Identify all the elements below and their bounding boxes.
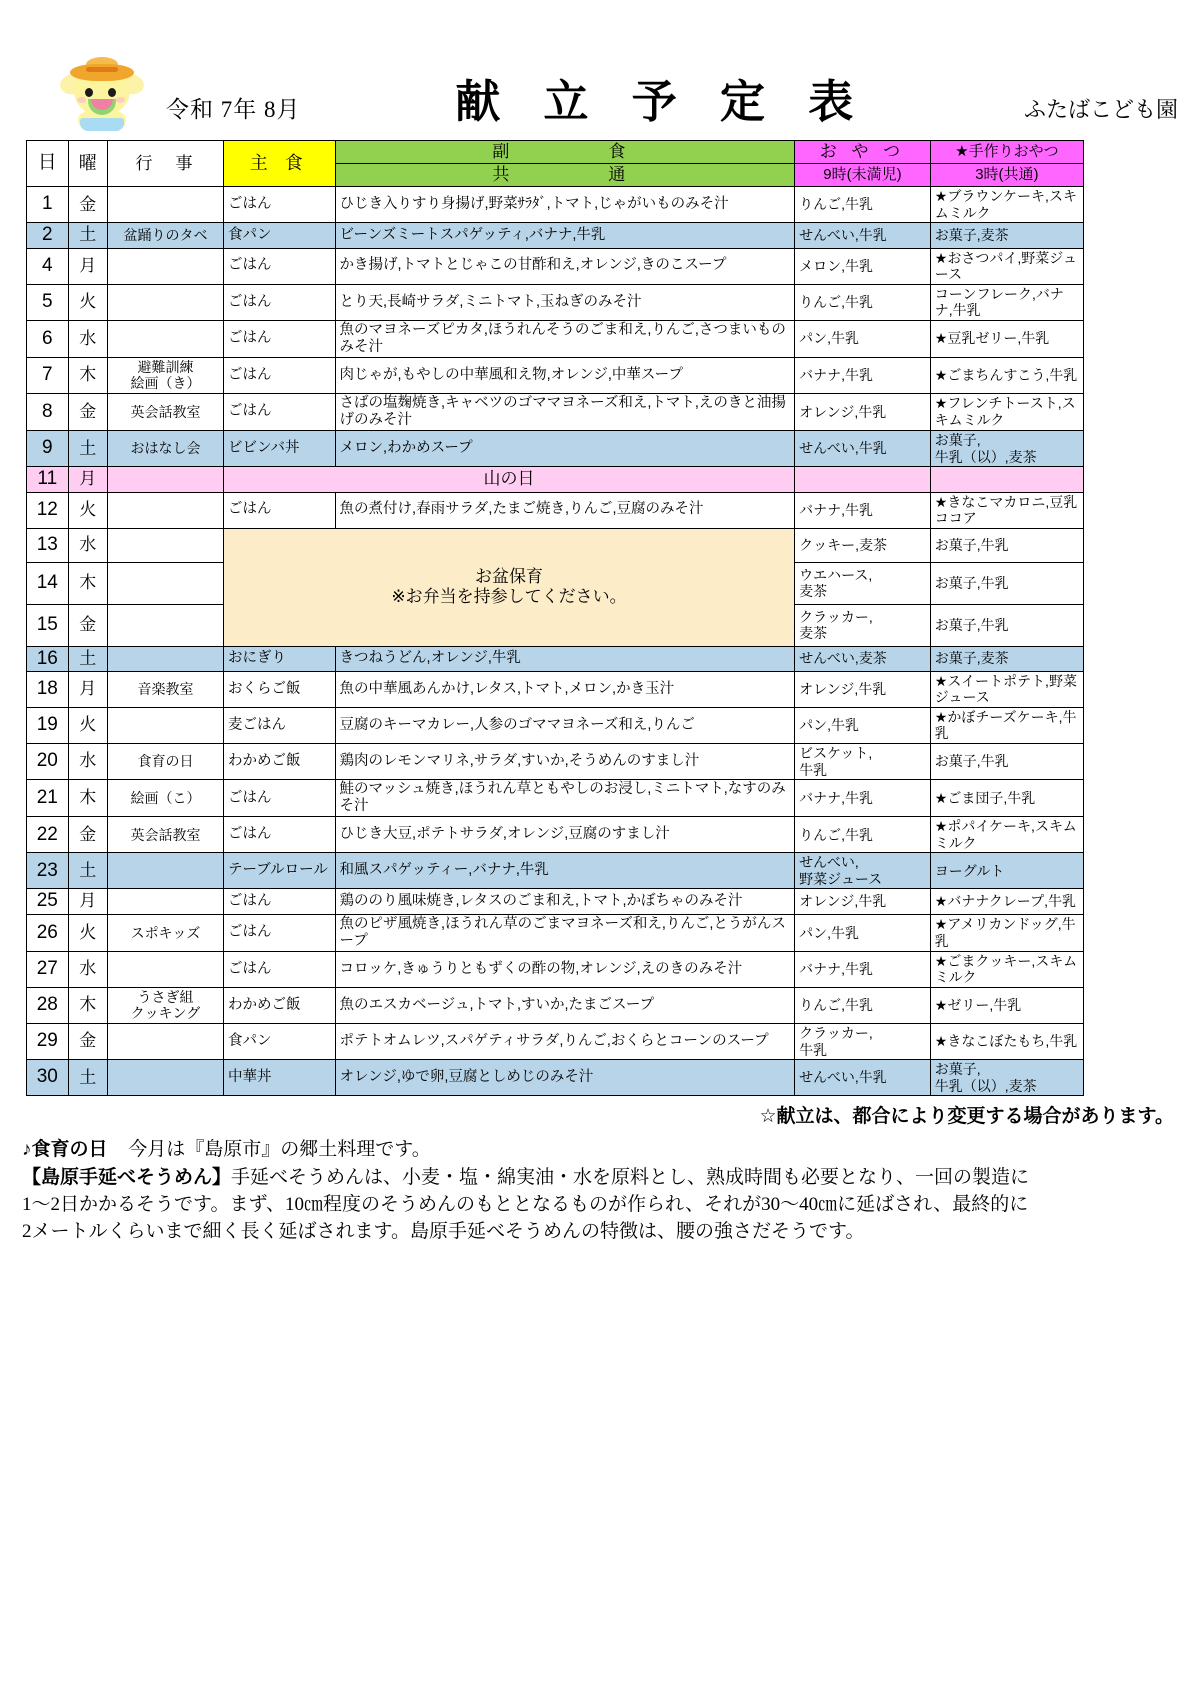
footer-line-4: 2メートルくらいまで細く長く延ばされます。島原手延べそうめんの特徴は、腰の強さだそうです。 [22,1220,865,1242]
cell-snack-9: りんご,牛乳 [795,817,931,853]
mascot-hat-band [86,67,118,72]
cell-event: 盆踊りのタベ [107,223,223,248]
cell-snack-9: パン,牛乳 [795,914,931,951]
cell-day: 13 [27,528,69,562]
header-side-dish: 副 食 [335,141,795,164]
table-row [27,320,1084,357]
table-row [27,528,1084,562]
school-name: ふたばこども園 [1023,97,1178,122]
table-row [27,914,1084,951]
cell-side-dish: メロン,わかめスープ [335,431,795,467]
shokuiku-label: ♪食育の日 [22,1139,108,1161]
cell-side-dish: 魚のピザ風焼き,ほうれん草のごまマヨネーズ和え,りんご,とうがんスープ [335,914,795,951]
cell-event [107,467,223,492]
cell-weekday: 木 [68,987,107,1023]
table-row [27,492,1084,528]
cell-snack-9: りんご,牛乳 [795,284,931,320]
cell-event [107,1060,223,1096]
cell-event: 音楽教室 [107,671,223,707]
cell-snack-9: ウエハース, 麦茶 [795,562,931,604]
cell-snack-3: ★おさつパイ,野菜ジュース [930,248,1083,284]
cell-snack-3: ★バナナクレープ,牛乳 [930,889,1083,914]
header-day: 日 [27,141,69,187]
cell-snack-9 [795,467,931,492]
cell-weekday: 金 [68,817,107,853]
table-row [27,987,1084,1023]
cell-main-dish: おくらご飯 [223,671,335,707]
cell-day: 9 [27,431,69,467]
cell-side-dish: 肉じゃが,もやしの中華風和え物,オレンジ,中華スープ [335,357,795,393]
cell-event [107,889,223,914]
cell-snack-3 [930,467,1083,492]
somen-text: 手延べそうめんは、小麦・塩・綿実油・水を原料とし、熟成時間も必要となり、一回の製造に [231,1167,1030,1189]
table-row [27,646,1084,671]
cell-snack-9: せんべい,麦茶 [795,646,931,671]
cell-snack-9: りんご,牛乳 [795,987,931,1023]
cell-day: 16 [27,646,69,671]
cell-day: 5 [27,284,69,320]
header-handmade-snack: ★手作りおやつ [930,141,1083,164]
cell-snack-3: お菓子, 牛乳（以）,麦茶 [930,1060,1083,1096]
cell-event: 英会話教室 [107,817,223,853]
header-side-dish-sub: 共 通 [335,164,795,187]
cell-main-dish: ごはん [223,780,335,817]
cell-main-dish: ごはん [223,817,335,853]
cell-main-dish: ごはん [223,393,335,430]
table-row [27,357,1084,393]
cell-main-dish: 食パン [223,1024,335,1060]
cell-snack-3: コーンフレーク,バナナ,牛乳 [930,284,1083,320]
cell-day: 23 [27,853,69,889]
cell-snack-3: ★ごまクッキー,スキムミルク [930,951,1083,987]
header-snack-3: 3時(共通) [930,164,1083,187]
cell-snack-3: お菓子,牛乳 [930,604,1083,646]
cell-day: 7 [27,357,69,393]
cell-snack-3: お菓子, 牛乳（以）,麦茶 [930,431,1083,467]
cell-snack-9: パン,牛乳 [795,707,931,743]
cell-snack-9: バナナ,牛乳 [795,492,931,528]
cell-weekday: 火 [68,284,107,320]
cell-snack-3: ヨーグルト [930,853,1083,889]
cell-snack-3: ★ごまちんすこう,牛乳 [930,357,1083,393]
cell-main-dish: ごはん [223,914,335,951]
cell-snack-9: オレンジ,牛乳 [795,889,931,914]
cell-side-dish: 豆腐のキーマカレー,人参のゴママヨネーズ和え,りんご [335,707,795,743]
shokuiku-text: 今月は『島原市』の郷土料理です。 [128,1139,431,1161]
obon-note: ※お弁当を持参してください。 [391,587,627,607]
cell-snack-9: メロン,牛乳 [795,248,931,284]
cell-side-dish: 魚の中華風あんかけ,レタス,トマト,メロン,かき玉汁 [335,671,795,707]
table-row [27,431,1084,467]
cell-snack-9: クラッカー, 牛乳 [795,1024,931,1060]
cell-weekday: 土 [68,853,107,889]
table-row [27,951,1084,987]
cell-weekday: 水 [68,951,107,987]
cell-snack-3: お菓子,牛乳 [930,562,1083,604]
mascot-eye-right [108,88,116,97]
cell-snack-9: クラッカー, 麦茶 [795,604,931,646]
cell-day: 27 [27,951,69,987]
cell-weekday: 火 [68,914,107,951]
cell-day: 15 [27,604,69,646]
cell-event [107,646,223,671]
cell-day: 28 [27,987,69,1023]
mascot-cheek-left [77,97,86,103]
cell-snack-9: ビスケット, 牛乳 [795,744,931,780]
cell-main-dish: ごはん [223,284,335,320]
somen-label: 【島原手延べそうめん】 [22,1167,232,1189]
cell-weekday: 火 [68,492,107,528]
page-title: 献 立 予 定 表 [455,77,870,127]
cell-snack-3: ★きなこぼたもち,牛乳 [930,1024,1083,1060]
table-row [27,1024,1084,1060]
cell-snack-9: せんべい,牛乳 [795,1060,931,1096]
cell-event [107,562,223,604]
table-row [27,780,1084,817]
mascot-eye-left [85,88,93,97]
footer-line-2 [22,1165,1182,1192]
cell-side-dish: 鶏ののり風味焼き,レタスのごま和え,トマト,かぼちゃのみそ汁 [335,889,795,914]
cell-main-dish: ごはん [223,320,335,357]
cell-snack-3: ★フレンチトースト,スキムミルク [930,393,1083,430]
cell-snack-9: バナナ,牛乳 [795,357,931,393]
cell-snack-3: ★かぼチーズケーキ,牛乳 [930,707,1083,743]
table-row [27,248,1084,284]
cell-snack-9: せんべい,牛乳 [795,223,931,248]
cell-day: 29 [27,1024,69,1060]
footer-note [22,1137,1182,1246]
cell-snack-3: ★きなこマカロニ,豆乳ココア [930,492,1083,528]
cell-day: 1 [27,187,69,223]
cell-side-dish: オレンジ,ゆで卵,豆腐としめじのみそ汁 [335,1060,795,1096]
cell-weekday: 水 [68,320,107,357]
cell-weekday: 月 [68,889,107,914]
cell-side-dish: とり天,長崎サラダ,ミニトマト,玉ねぎのみそ汁 [335,284,795,320]
cell-weekday: 金 [68,1024,107,1060]
cell-weekday: 木 [68,562,107,604]
cell-snack-3: ★豆乳ゼリー,牛乳 [930,320,1083,357]
table-row [27,707,1084,743]
table-row [27,1060,1084,1096]
cell-snack-9: オレンジ,牛乳 [795,393,931,430]
cell-snack-9: バナナ,牛乳 [795,951,931,987]
change-notice: ☆献立は、都合により変更する場合があります。 [759,1106,1174,1128]
footer-line-3: 1～2日かかるそうです。まず、10㎝程度のそうめんのもととなるものが作られ、それが30～40㎝に延ばされ、最終的に [22,1194,1029,1215]
cell-weekday: 水 [68,744,107,780]
cell-main-dish: わかめご飯 [223,987,335,1023]
cell-side-dish: 和風スパゲッティー,バナナ,牛乳 [335,853,795,889]
cell-snack-3: ★ゼリー,牛乳 [930,987,1083,1023]
era-date: 令和 7年 8月 [166,97,301,122]
table-row [27,817,1084,853]
menu-table [26,140,1084,1096]
cell-event: 絵画（こ） [107,780,223,817]
cell-snack-3: ★アメリカンドッグ,牛乳 [930,914,1083,951]
cell-main-dish: 麦ごはん [223,707,335,743]
cell-snack-9: オレンジ,牛乳 [795,671,931,707]
cell-side-dish: ビーンズミートスパゲッティ,バナナ,牛乳 [335,223,795,248]
cell-weekday: 木 [68,780,107,817]
cell-main-dish: ごはん [223,357,335,393]
cell-snack-9: クッキー,麦茶 [795,528,931,562]
cell-event [107,248,223,284]
cell-day: 11 [27,467,69,492]
cell-main-dish: ビビンバ丼 [223,431,335,467]
cell-main-dish: わかめご飯 [223,744,335,780]
mascot-shirt [80,118,124,131]
cell-weekday: 土 [68,223,107,248]
cell-main-dish: ごはん [223,951,335,987]
cell-snack-9: せんべい,牛乳 [795,431,931,467]
header-event: 行 事 [107,141,223,187]
cell-side-dish: ひじき大豆,ポテトサラダ,オレンジ,豆腐のすまし汁 [335,817,795,853]
cell-main-dish: ごはん [223,889,335,914]
cell-day: 22 [27,817,69,853]
cell-snack-3: ★ブラウンケーキ,スキムミルク [930,187,1083,223]
cell-event [107,320,223,357]
cell-event [107,187,223,223]
cell-weekday: 金 [68,187,107,223]
footer-line-1 [22,1137,1182,1164]
cell-event: うさぎ組 クッキング [107,987,223,1023]
table-row [27,467,1084,492]
cell-day: 4 [27,248,69,284]
watermelon-flesh [91,99,113,110]
header-main-dish: 主 食 [223,141,335,187]
header-row-1 [27,141,1084,164]
header-weekday: 曜 [68,141,107,187]
cell-weekday: 土 [68,646,107,671]
cell-side-dish: 鮭のマッシュ焼き,ほうれん草ともやしのお浸し,ミニトマト,なすのみそ汁 [335,780,795,817]
cell-snack-9: せんべい, 野菜ジュース [795,853,931,889]
cell-side-dish: 魚のマヨネーズピカタ,ほうれんそうのごま和え,りんご,さつまいものみそ汁 [335,320,795,357]
cell-side-dish: きつねうどん,オレンジ,牛乳 [335,646,795,671]
cell-main-dish: おにぎり [223,646,335,671]
cell-main-dish: ごはん [223,187,335,223]
cell-day: 14 [27,562,69,604]
cell-event: 避難訓練 絵画（き） [107,357,223,393]
cell-weekday: 月 [68,467,107,492]
cell-day: 21 [27,780,69,817]
cell-event: 食育の日 [107,744,223,780]
cell-event [107,528,223,562]
cell-event [107,604,223,646]
cell-snack-3: お菓子,麦茶 [930,646,1083,671]
table-row [27,744,1084,780]
cell-weekday: 金 [68,604,107,646]
cell-side-dish: 魚のエスカベージュ,トマト,すいか,たまごスープ [335,987,795,1023]
cell-main-dish: ごはん [223,248,335,284]
cell-main-dish: テーブルロール [223,853,335,889]
cell-snack-9: パン,牛乳 [795,320,931,357]
cell-weekday: 土 [68,1060,107,1096]
cell-weekday: 金 [68,393,107,430]
cell-weekday: 土 [68,431,107,467]
table-row [27,853,1084,889]
cell-weekday: 火 [68,707,107,743]
cell-side-dish: かき揚げ,トマトとじゃこの甘酢和え,オレンジ,きのこスープ [335,248,795,284]
cell-side-dish: ひじき入りすり身揚げ,野菜ｻﾗﾀﾞ,トマト,じゃがいものみそ汁 [335,187,795,223]
cell-main-dish: ごはん [223,492,335,528]
table-row [27,393,1084,430]
header-snack-9: 9時(未満児) [795,164,931,187]
cell-day: 26 [27,914,69,951]
cell-event [107,707,223,743]
cell-day: 20 [27,744,69,780]
table-row [27,284,1084,320]
cell-main-dish: 食パン [223,223,335,248]
cell-snack-3: ★ポパイケーキ,スキムミルク [930,817,1083,853]
cell-side-dish: さばの塩麹焼き,キャベツのゴママヨネーズ和え,トマト,えのきと油揚げのみそ汁 [335,393,795,430]
table-row [27,223,1084,248]
cell-snack-3: ★ごま団子,牛乳 [930,780,1083,817]
table-header [27,141,1084,187]
cell-event [107,951,223,987]
cell-event [107,1024,223,1060]
cell-event [107,853,223,889]
cell-day: 30 [27,1060,69,1096]
cell-event: 英会話教室 [107,393,223,430]
cell-day: 25 [27,889,69,914]
cell-weekday: 木 [68,357,107,393]
puppy-mascot-icon [60,52,144,136]
cell-day: 19 [27,707,69,743]
obon-care-block [223,528,794,646]
cell-day: 8 [27,393,69,430]
cell-day: 18 [27,671,69,707]
cell-snack-9: りんご,牛乳 [795,187,931,223]
cell-main-dish: 中華丼 [223,1060,335,1096]
cell-snack-3: ★スイートポテト,野菜ジュース [930,671,1083,707]
cell-event [107,492,223,528]
cell-snack-3: お菓子,牛乳 [930,528,1083,562]
cell-side-dish: コロッケ,きゅうりともずくの酢の物,オレンジ,えのきのみそ汁 [335,951,795,987]
cell-day: 12 [27,492,69,528]
table-body [27,187,1084,1096]
cell-event: おはなし会 [107,431,223,467]
table-row [27,187,1084,223]
cell-holiday-label: 山の日 [223,467,794,492]
cell-weekday: 月 [68,671,107,707]
cell-day: 6 [27,320,69,357]
cell-side-dish: 魚の煮付け,春雨サラダ,たまご焼き,りんご,豆腐のみそ汁 [335,492,795,528]
cell-event [107,284,223,320]
cell-side-dish: 鶏肉のレモンマリネ,サラダ,すいか,そうめんのすまし汁 [335,744,795,780]
cell-event: スポキッズ [107,914,223,951]
table-row [27,889,1084,914]
cell-snack-3: お菓子,牛乳 [930,744,1083,780]
cell-snack-9: バナナ,牛乳 [795,780,931,817]
page-header [0,0,1200,140]
mascot-cheek-right [116,97,125,103]
obon-label: お盆保育 [475,566,544,586]
cell-weekday: 月 [68,248,107,284]
cell-day: 2 [27,223,69,248]
header-snack: お や つ [795,141,931,164]
cell-weekday: 水 [68,528,107,562]
cell-snack-3: お菓子,麦茶 [930,223,1083,248]
cell-side-dish: ポテトオムレツ,スパゲティサラダ,りんご,おくらとコーンのスープ [335,1024,795,1060]
table-row [27,671,1084,707]
